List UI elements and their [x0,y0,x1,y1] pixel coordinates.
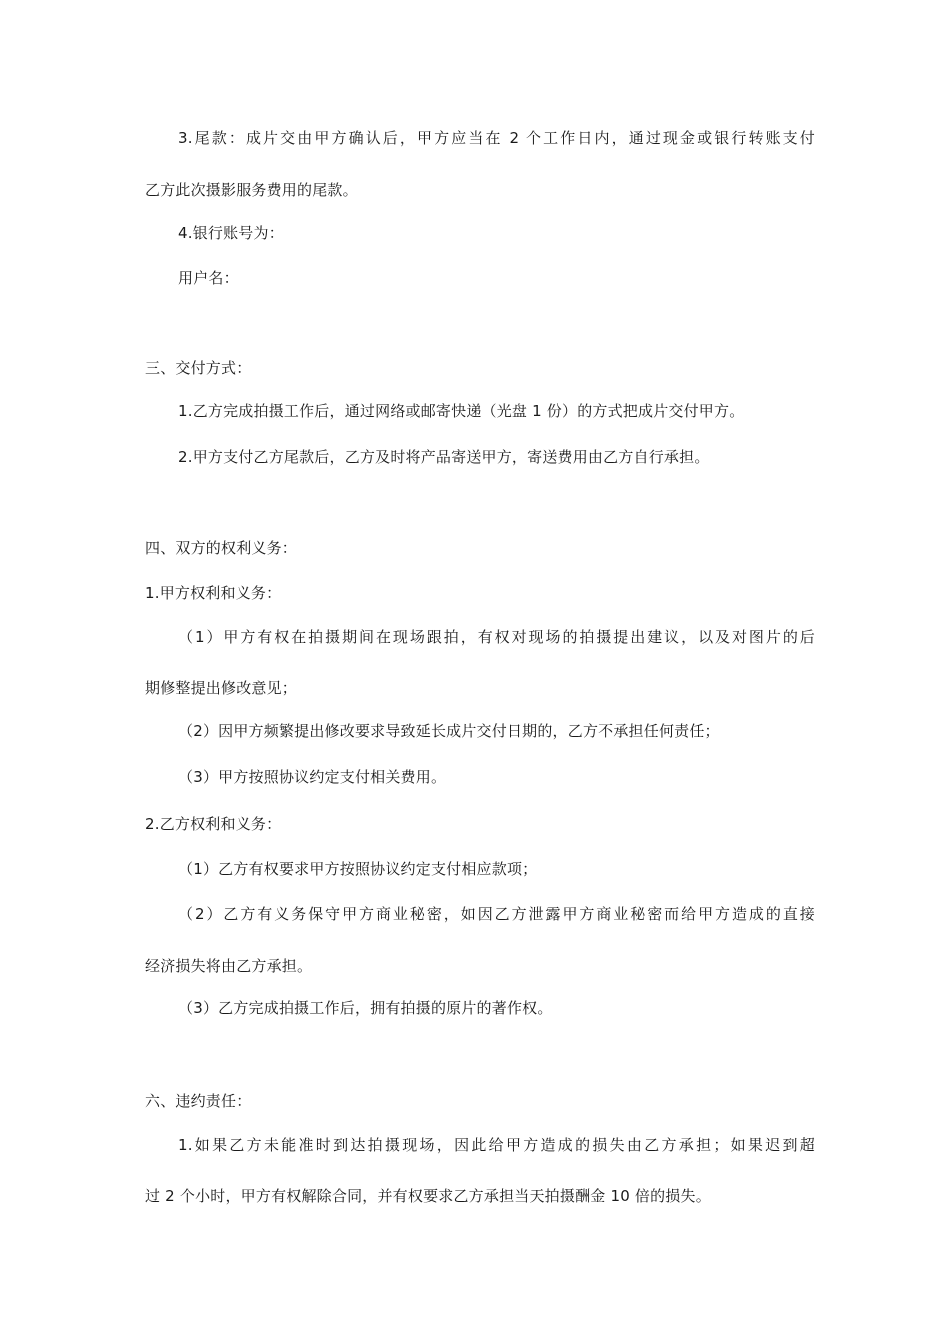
section-heading-delivery: 三、交付方式： [145,359,252,377]
paragraph-party-b-1: （1）乙方有权要求甲方按照协议约定支付相应款项； [178,860,538,878]
paragraph-party-a-1-cont: 期修整提出修改意见； [145,679,298,697]
paragraph-delivery-1: 1.乙方完成拍摄工作后，通过网络或邮寄快递（光盘 1 份）的方式把成片交付甲方。 [178,402,745,420]
paragraph-party-a-2: （2）因甲方频繁提出修改要求导致延长成片交付日期的，乙方不承担任何责任； [178,722,720,740]
paragraph-party-a-3: （3）甲方按照协议约定支付相关费用。 [178,768,447,786]
paragraph-breach-1: 1.如果乙方未能准时到达拍摄现场，因此给甲方造成的损失由乙方承担；如果迟到超 [178,1136,815,1154]
paragraph-final-payment-cont: 乙方此次摄影服务费用的尾款。 [145,181,358,199]
paragraph-party-b-2: （2）乙方有义务保守甲方商业秘密，如因乙方泄露甲方商业秘密而给甲方造成的直接 [178,905,815,923]
paragraph-final-payment: 3.尾款：成片交由甲方确认后，甲方应当在 2 个工作日内，通过现金或银行转账支付 [178,129,815,147]
subheading-party-b: 2.乙方权利和义务： [145,815,282,833]
paragraph-party-b-3: （3）乙方完成拍摄工作后，拥有拍摄的原片的著作权。 [178,999,553,1017]
paragraph-delivery-2: 2.甲方支付乙方尾款后，乙方及时将产品寄送甲方，寄送费用由乙方自行承担。 [178,448,710,466]
paragraph-party-b-2-cont: 经济损失将由乙方承担。 [145,957,313,975]
subheading-party-a: 1.甲方权利和义务： [145,584,282,602]
paragraph-breach-1-cont: 过 2 个小时，甲方有权解除合同，并有权要求乙方承担当天拍摄酬金 10 倍的损失。 [145,1187,711,1205]
section-heading-rights: 四、双方的权利义务： [145,539,298,557]
paragraph-account-name: 用户名： [178,269,239,287]
section-heading-breach: 六、违约责任： [145,1092,252,1110]
paragraph-party-a-1: （1）甲方有权在拍摄期间在现场跟拍，有权对现场的拍摄提出建议，以及对图片的后 [178,628,815,646]
paragraph-bank-account: 4.银行账号为： [178,224,284,242]
